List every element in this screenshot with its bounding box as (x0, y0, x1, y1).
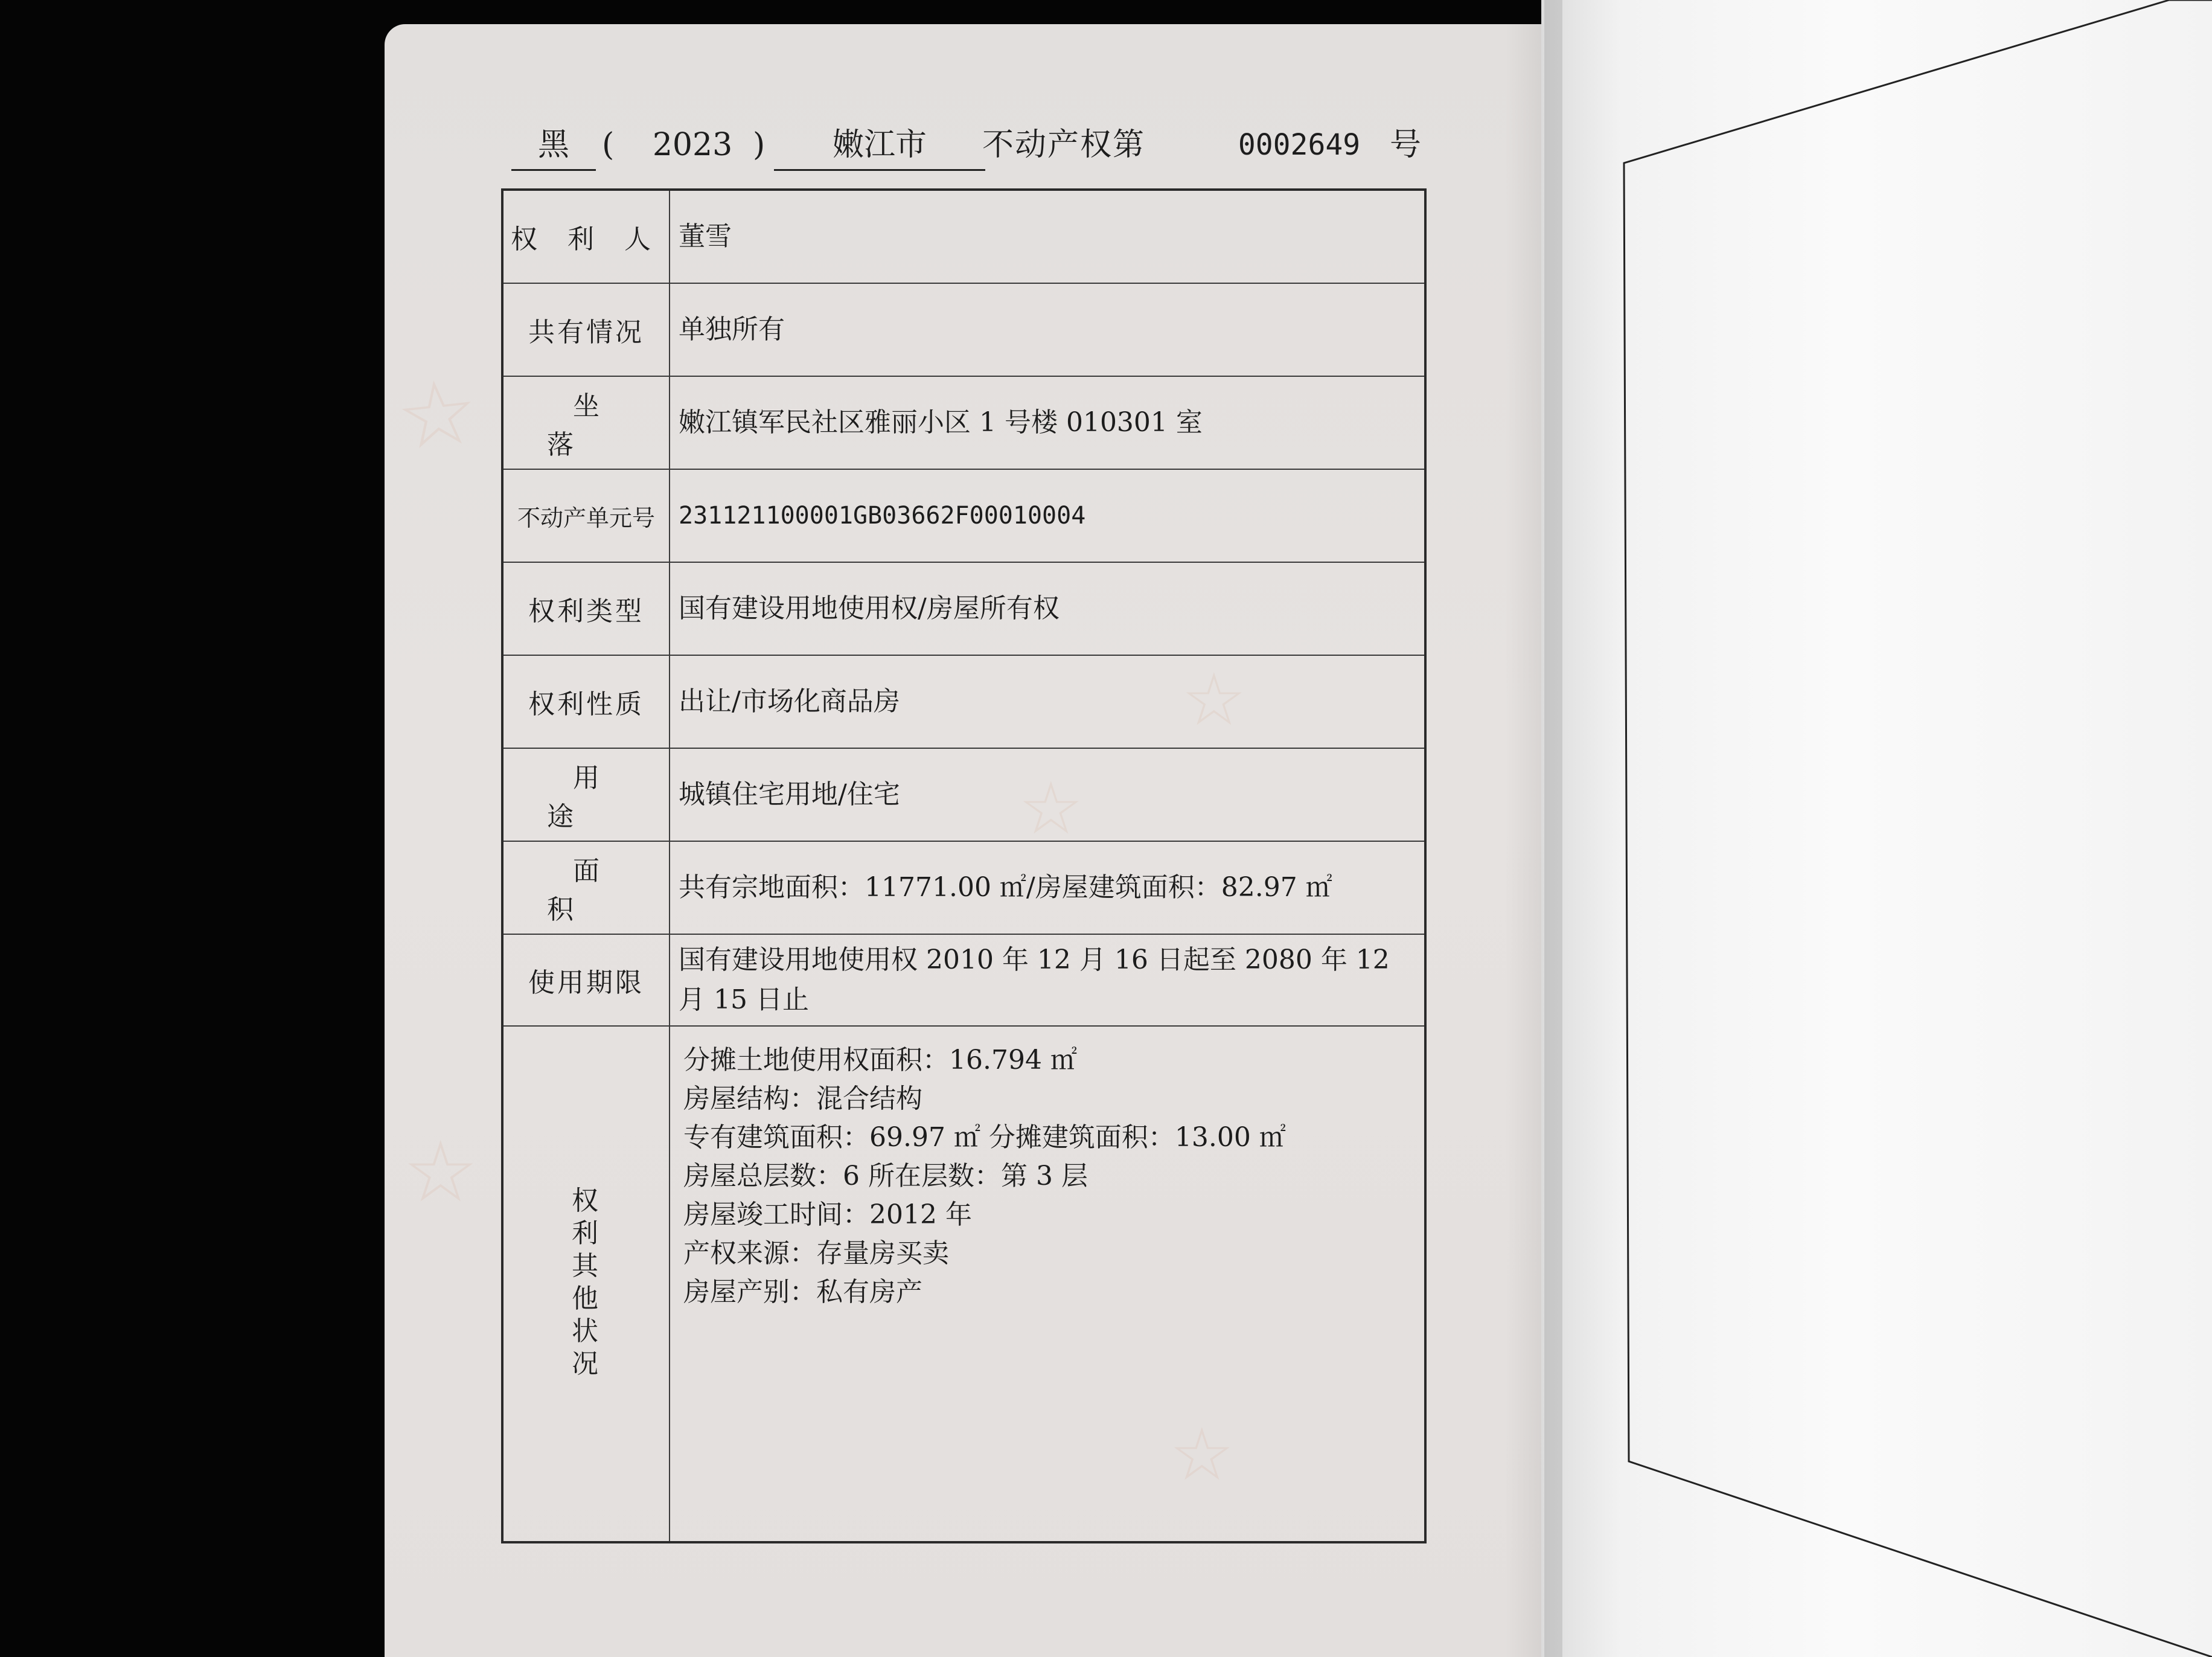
other-label-char: 况 (572, 1348, 601, 1379)
paren-open: ( (602, 127, 615, 163)
watermark-star: ☆ (391, 358, 484, 472)
unit-number-label: 不动产单元号 (502, 469, 670, 562)
certificate-header (511, 121, 1429, 175)
location-value: 嫩江镇军民社区雅丽小区 1 号楼 010301 室 (670, 376, 1425, 469)
watermark-star: ☆ (403, 1123, 479, 1222)
watermark-star: ☆ (1169, 1413, 1235, 1497)
right-nature-value: 出让/市场化商品房 (670, 655, 1425, 748)
paren-close: ) (753, 127, 766, 163)
table-row (502, 283, 1425, 376)
blank-page (1541, 0, 2212, 1657)
table-row (502, 469, 1425, 562)
right-nature-label: 权利性质 (502, 655, 670, 748)
other-status-line: 房屋总层数：6 所在层数：第 3 层 (683, 1161, 1088, 1191)
cert-city: 嫩江市 (774, 121, 985, 171)
other-label-char: 权 (572, 1185, 601, 1216)
table-row (502, 841, 1425, 934)
page-frame-lines (1541, 0, 2212, 1657)
other-status-line: 专有建筑面积：69.97 ㎡ 分摊建筑面积：13.00 ㎡ (683, 1122, 1286, 1153)
cert-year: 2023 (652, 127, 733, 163)
rights-holder-value: 董雪 (670, 190, 1425, 283)
table-row (502, 748, 1425, 841)
co-ownership-label: 共有情况 (502, 283, 670, 376)
rights-holder-label: 权 利 人 (502, 190, 670, 283)
other-status-vertical-label (503, 1027, 669, 1380)
table-row (502, 655, 1425, 748)
other-status-label (502, 1026, 670, 1542)
term-label: 使用期限 (502, 934, 670, 1026)
other-label-char: 状 (572, 1316, 601, 1347)
location-label: 坐落 (502, 376, 670, 469)
cert-suffix: 号 (1390, 127, 1422, 163)
other-status-line: 产权来源：存量房买卖 (683, 1238, 949, 1269)
table-row (502, 1026, 1425, 1542)
area-label: 面积 (502, 841, 670, 934)
usage-label: 用途 (502, 748, 670, 841)
right-type-label: 权利类型 (502, 562, 670, 655)
other-label-char: 其 (572, 1251, 601, 1281)
table-row (502, 562, 1425, 655)
cert-label: 不动产权第 (982, 127, 1146, 163)
other-label-char: 利 (572, 1218, 601, 1249)
other-status-line: 房屋竣工时间：2012 年 (683, 1199, 972, 1230)
other-status-line: 房屋产别：私有房产 (683, 1277, 922, 1307)
table-row (502, 376, 1425, 469)
other-status-line: 房屋结构：混合结构 (683, 1083, 922, 1114)
unit-number-value: 231121100001GB03662F00010004 (670, 469, 1425, 562)
usage-value: 城镇住宅用地/住宅 (670, 748, 1425, 841)
other-status-list (670, 1027, 1400, 1312)
other-label-char: 他 (572, 1283, 601, 1314)
watermark-star: ☆ (1181, 658, 1247, 742)
watermark-star: ☆ (1018, 767, 1084, 851)
cert-number: 0002649 (1238, 128, 1361, 162)
co-ownership-value: 单独所有 (670, 283, 1425, 376)
other-status-line: 分摊土地使用权面积：16.794 ㎡ (683, 1045, 1077, 1075)
province-abbr: 黑 (511, 121, 596, 171)
table-row (502, 190, 1425, 283)
property-rights-table (501, 188, 1427, 1543)
area-value: 共有宗地面积：11771.00 ㎡/房屋建筑面积：82.97 ㎡ (670, 841, 1425, 934)
term-value: 国有建设用地使用权 2010 年 12 月 16 日起至 2080 年 12 月 15 日止 (670, 934, 1425, 1026)
spine-shadow (1505, 24, 1541, 1657)
table-row (502, 934, 1425, 1026)
other-status-value (670, 1026, 1425, 1542)
right-type-value: 国有建设用地使用权/房屋所有权 (670, 562, 1425, 655)
